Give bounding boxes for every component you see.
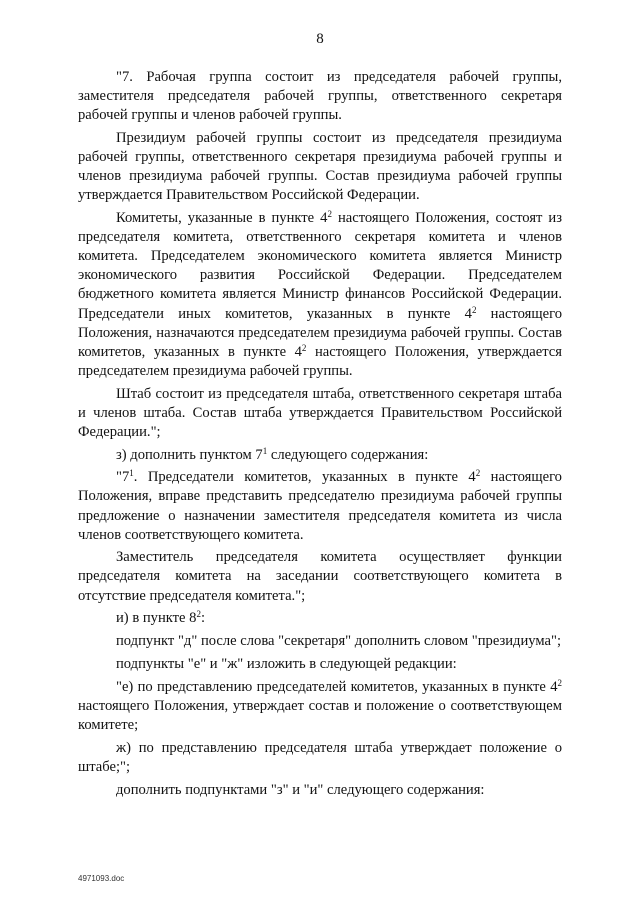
text-run: и) в пункте 8 <box>116 610 197 627</box>
paragraph <box>78 781 562 800</box>
text-run: Заместитель председателя комитета осуществляет функции председателя комитета на заседании соответствующего комитета в отсутствие председателя комитета."; <box>78 549 562 604</box>
superscript: 2 <box>471 304 477 315</box>
document-body <box>78 68 562 803</box>
paragraph <box>78 655 562 674</box>
superscript: 1 <box>262 445 268 456</box>
text-run: подпункт "д" после слова "секретаря" дополнить словом "президиума"; <box>116 633 562 650</box>
text-run: . Председатели комитетов, указанных в пункте 4 <box>133 469 476 486</box>
text-run: "е) по представлению председателей комитетов, указанных в пункте 4 <box>116 678 558 695</box>
paragraph <box>78 609 562 628</box>
text-run: настоящего Положения, утверждает состав и положение о соответствующем комитете; <box>78 697 562 733</box>
superscript: 2 <box>196 609 201 620</box>
text-run: дополнить подпунктами "з" и "и" следующего содержания: <box>116 781 485 798</box>
text-run: Президиум рабочей группы состоит из председателя президиума рабочей группы, ответственного секретаря президиума рабочей группы и членов президиума рабочей группы. Состав президиума рабочей группы утверждается Правительством Российской Федерации. <box>78 129 562 204</box>
superscript: 1 <box>129 468 134 479</box>
superscript: 2 <box>327 209 332 220</box>
paragraph <box>78 129 562 205</box>
text-run: "7. Рабочая группа состоит из председателя рабочей группы, заместителя председателя рабочей группы, ответственного секретаря рабочей группы и членов рабочей группы. <box>78 69 562 124</box>
paragraph <box>78 385 562 442</box>
paragraph <box>78 678 562 735</box>
text-run: следующего содержания: <box>267 446 429 463</box>
text-run: подпункты "е" и "ж" изложить в следующей редакции: <box>116 655 457 672</box>
text-run: настоящего Положения, состоят из председателя комитета, ответственного секретаря комитета и членов комитета. Председателем экономического комитета является Министр экономического развития Российской Федерации. Председателем бюджетного комитета является Министр финансов Российской Федерации. Председатели иных комитетов, указанных в пункте 4 <box>78 210 562 322</box>
paragraph <box>78 446 562 465</box>
text-run: настоящего Положения, назначаются председателем президиума рабочей группы. Состав комитетов, указанных в пункте 4 <box>78 305 563 360</box>
paragraph <box>78 209 562 381</box>
paragraph <box>78 739 562 777</box>
text-run: ж) по представлению председателя штаба утверждает положение о штабе;"; <box>78 739 562 775</box>
page-number: 8 <box>316 31 324 47</box>
text-run: Штаб состоит из председателя штаба, ответственного секретаря штаба и членов штаба. Состав штаба утверждается Правительством Российской Федерации."; <box>78 385 562 440</box>
text-run: Комитеты, указанные в пункте 4 <box>116 210 328 227</box>
text-run: з) дополнить пунктом 7 <box>116 446 263 463</box>
text-run: настоящего Положения, вправе представить председателю президиума рабочей группы предложение о назначении заместителя председателя комитета из числа членов соответствующего комитета. <box>78 469 562 543</box>
paragraph <box>78 68 562 125</box>
text-run: "7 <box>116 469 130 486</box>
paragraph <box>78 468 562 544</box>
superscript: 2 <box>475 468 481 479</box>
superscript: 2 <box>557 677 562 688</box>
text-run: : <box>200 610 206 627</box>
document-file-id: 4971093.doc <box>78 874 125 883</box>
superscript: 2 <box>301 342 307 353</box>
paragraph <box>78 548 562 605</box>
text-run: настоящего Положения, утверждается председателем президиума рабочей группы. <box>78 343 562 379</box>
paragraph <box>78 632 562 651</box>
